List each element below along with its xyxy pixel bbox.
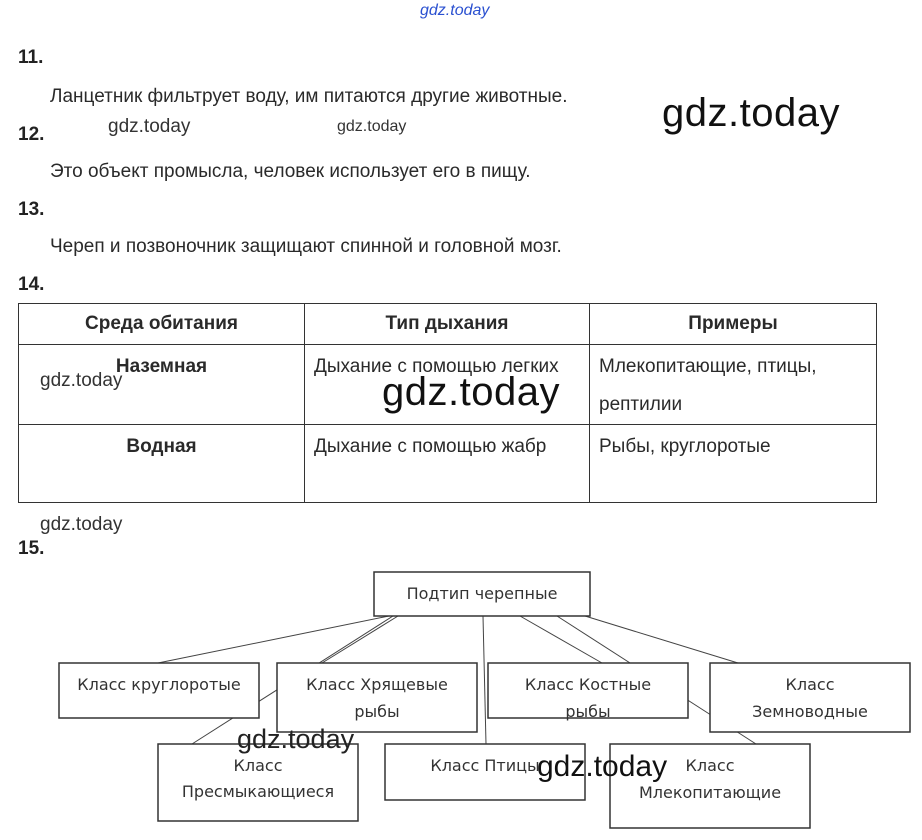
table-cell-environment: Наземная: [19, 345, 305, 425]
diagram-class-label: Класс Хрящевые: [306, 675, 448, 694]
watermark-large: gdz.today: [382, 370, 560, 414]
diagram-class-label: Земноводные: [752, 702, 868, 721]
classification-diagram: [0, 560, 922, 840]
watermark: gdz.today: [40, 370, 123, 391]
diagram-class-label: Млекопитающие: [638, 783, 782, 802]
item-text-13: Череп и позвоночник защищают спинной и головной мозг.: [50, 236, 562, 257]
diagram-root-label: Подтип черепные: [406, 584, 558, 603]
table-header-row: [19, 304, 877, 345]
diagram-class-label: рыбы: [354, 702, 400, 721]
table-header: Тип дыхания: [305, 304, 590, 345]
table-header: Среда обитания: [19, 304, 305, 345]
item-text-12: Это объект промысла, человек использует его в пищу.: [50, 161, 531, 182]
watermark: gdz.today: [108, 116, 191, 137]
item-number-15: 15.: [18, 538, 45, 559]
table-cell-examples: Млекопитающие, птицы, рептилии: [590, 345, 877, 425]
diagram-box-cartilaginous: [277, 663, 477, 732]
table-row: [19, 425, 877, 503]
diagram-box-amphibians: [710, 663, 910, 732]
watermark-large: gdz.today: [662, 91, 840, 135]
table-cell-examples: Рыбы, круглоротые: [590, 425, 877, 503]
diagram-class-label: Класс Птицы: [430, 756, 540, 775]
item-number-13: 13.: [18, 199, 45, 220]
watermark: gdz.today: [40, 514, 123, 535]
watermark: gdz.today: [337, 118, 407, 135]
item-number-14: 14.: [18, 274, 45, 295]
watermark-large: gdz.today: [537, 750, 668, 783]
table-cell-breathing: Дыхание с помощью жабр: [305, 425, 590, 503]
diagram-class-label: Класс: [785, 675, 835, 694]
table-cell-breathing: Дыхание с помощью легких: [305, 345, 590, 425]
table-header: Примеры: [590, 304, 877, 345]
diagram-class-label: Класс: [685, 756, 735, 775]
table-cell-environment: Водная: [19, 425, 305, 503]
item-number-12: 12.: [18, 124, 45, 145]
watermark: gdz.today: [237, 724, 355, 754]
item-number-11: 11.: [18, 47, 44, 68]
diagram-class-label: Пресмыкающиеся: [181, 782, 335, 801]
diagram-class-label: рыбы: [565, 702, 611, 721]
diagram-class-label: Класс круглоротые: [77, 675, 241, 694]
item-text-11: Ланцетник фильтрует воду, им питаются другие животные.: [50, 86, 568, 107]
diagram-class-label: Класс Костные: [524, 675, 652, 694]
diagram-class-label: Класс: [233, 756, 283, 775]
watermark-top: gdz.today: [420, 2, 490, 19]
